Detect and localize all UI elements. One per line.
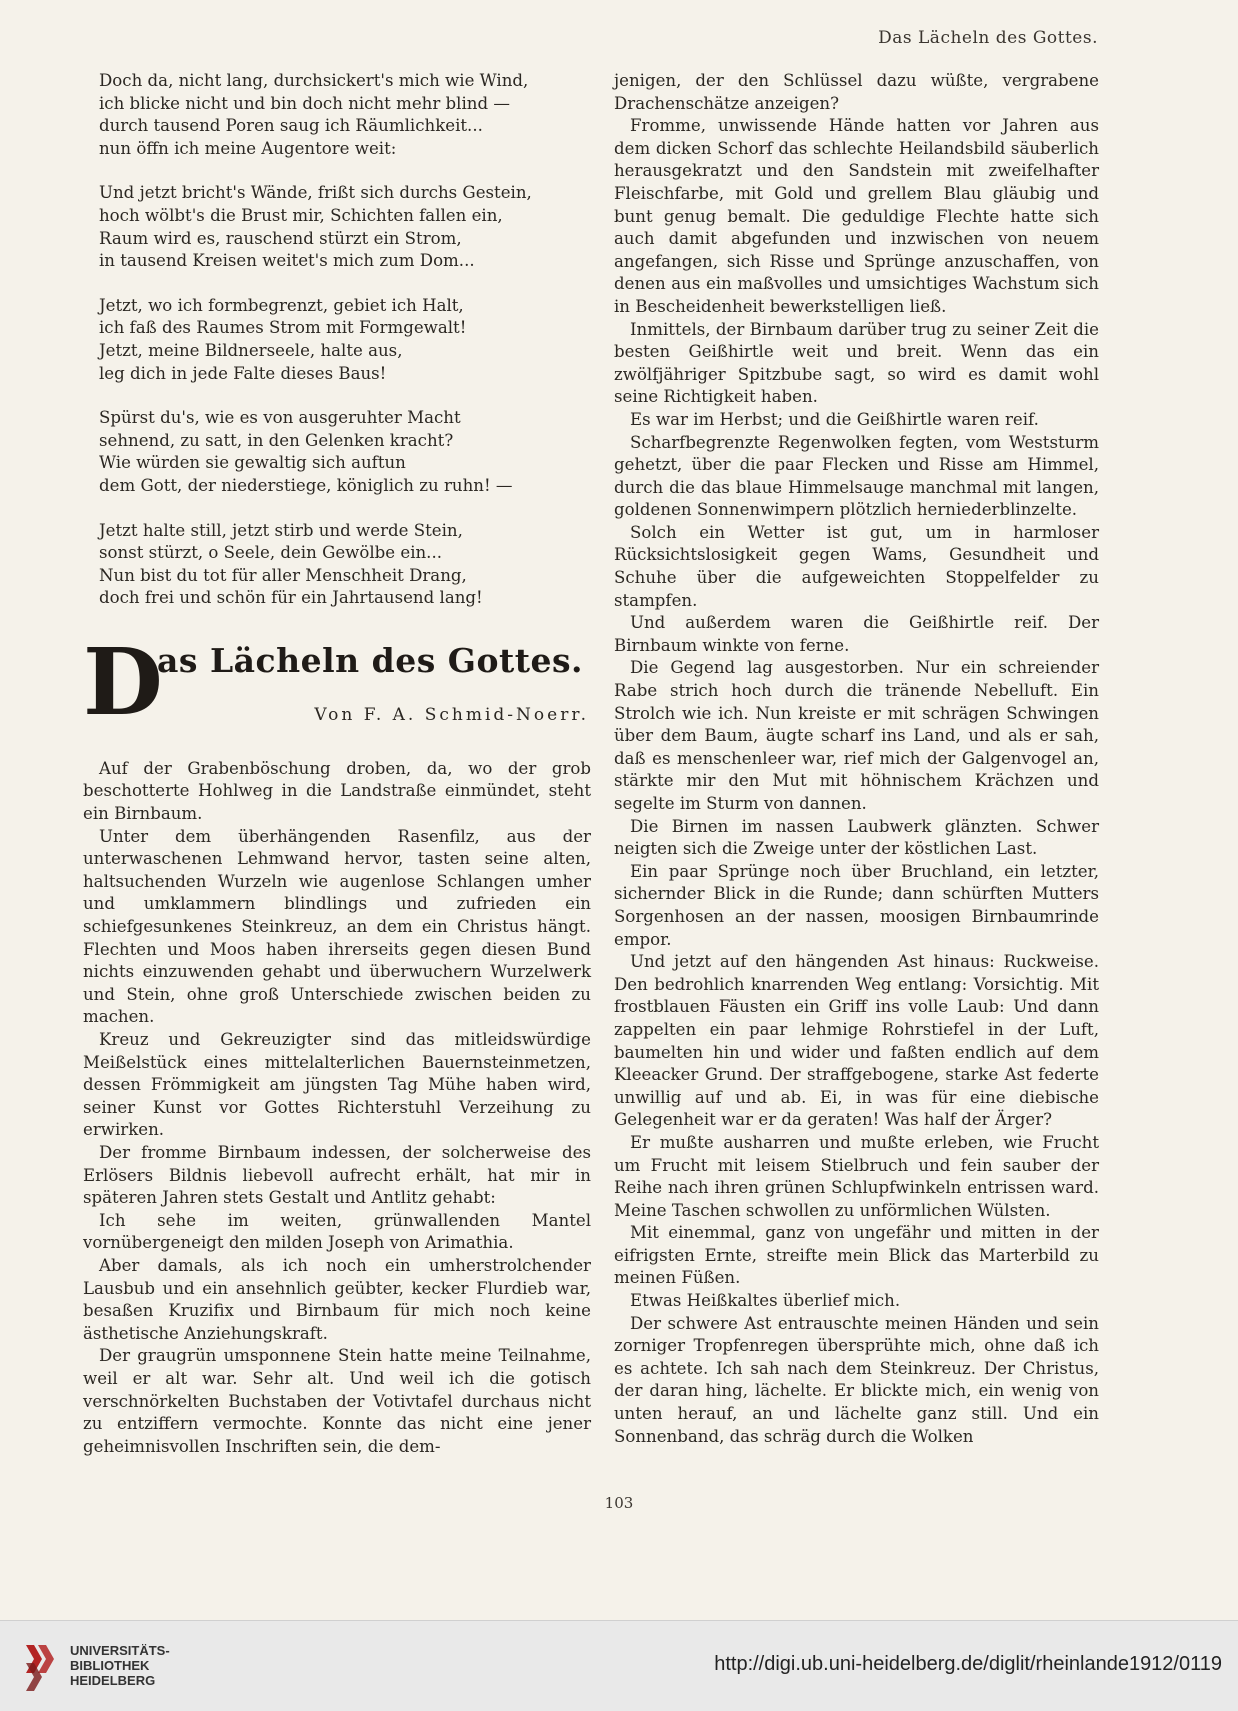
poem-line: Doch da, nicht lang, durchsickert's mich wie Wind, (99, 71, 529, 90)
paragraph: Inmittels, der Birnbaum darüber trug zu seiner Zeit die besten Geißhirtle weit und breit. Wenn das ein zwölfjähriger Spitzbube sagt, so wird es damit wohl seine Richtigkeit haben. (614, 319, 1099, 407)
poem-line: doch frei und schön für ein Jahrtausend lang! (99, 588, 483, 608)
source-url[interactable]: http://digi.ub.uni-heidelberg.de/diglit/rheinlande1912/0119 (714, 1653, 1222, 1675)
poem-stanza (99, 295, 591, 385)
poem-line: durch tausend Poren saug ich Räumlichkeit... (99, 116, 483, 136)
poem-line: sonst stürzt, o Seele, dein Gewölbe ein... (99, 543, 443, 563)
poem-line: Jetzt halte still, jetzt stirb und werde Stein, (99, 520, 463, 540)
poem-stanza (99, 182, 591, 272)
poem-line: hoch wölbt's die Brust mir, Schichten fallen ein, (99, 205, 503, 225)
paragraph: Und außerdem waren die Geißhirtle reif. Der Birnbaum winkte von ferne. (614, 613, 1099, 655)
paragraph: Er mußte ausharren und mußte erleben, wie Frucht um Frucht mit leisem Stielbruch und fein sauber der Reihe nach ihren grünen Schlupfwinkeln entrissen ward. Meine Taschen schwollen zu unförmlichen Wülsten. (614, 1132, 1099, 1220)
paragraph: Unter dem überhängenden Rasenfilz, aus der unterwaschenen Lehmwand hervor, tasten seine alten, haltsuchenden Wurzeln wie augenlose Schlangen umher und umklammern blindlings und zufrieden ein schiefgesunkenes Steinkreuz, an dem ein Christus hängt. Flechten und Moos haben ihrerseits gegen diesen Bund nichts einzuwenden gehabt und überwuchern Wurzelwerk und Stein, ohne groß Unterschiede zwischen beiden zu machen. (83, 826, 591, 1027)
library-name-line: BIBLIOTHEK (70, 1658, 150, 1673)
paragraph: Kreuz und Gekreuzigter sind das mitleidswürdige Meißelstück eines mittelalterlichen Bauernsteinmetzen, dessen Frömmigkeit am jüngsten Tag Mühe haben wird, seiner Kunst vor Gottes Richterstuhl Verzeihung zu erwirken. (83, 1030, 591, 1140)
footer-bar (0, 1620, 1238, 1711)
paragraph: Ich sehe im weiten, grünwallenden Mantel vornübergeneigt den milden Joseph von Arimathia. (83, 1210, 591, 1253)
running-head: Das Lächeln des Gottes. (878, 28, 1098, 48)
poem-line: Wie würden sie gewaltig sich auftun (99, 453, 406, 473)
paragraph: Scharfbegrenzte Regenwolken fegten, vom Weststurm gehetzt, über die paar Flecken und Risse am Himmel, durch die das blaue Himmelsauge manchmal mit langen, goldenen Sonnenwimpern plötzlich herniederblinzelte. (614, 432, 1099, 520)
byline: Von F. A. Schmid-Noerr. (314, 704, 589, 725)
dropcap: D (83, 627, 163, 736)
poem-line: leg dich in jede Falte dieses Baus! (99, 363, 387, 383)
library-logo-icon (20, 1639, 64, 1693)
poem-line: sehnend, zu satt, in den Gelenken kracht? (99, 430, 454, 450)
poem-line: Nun bist du tot für aller Menschheit Drang, (99, 565, 467, 585)
poem-line: ich faß des Raumes Strom mit Formgewalt! (99, 318, 467, 338)
poem-stanza (99, 520, 591, 610)
paragraph: Etwas Heißkaltes überlief mich. (630, 1291, 901, 1311)
library-name-line: HEIDELBERG (70, 1673, 156, 1688)
right-column (614, 70, 1099, 1448)
poem-line: Jetzt, meine Bildnerseele, halte aus, (99, 340, 403, 360)
poem-line: Raum wird es, rauschend stürzt ein Strom, (99, 228, 462, 248)
paragraph: Ein paar Sprünge noch über Bruchland, ein letzter, sichernder Blick in die Runde; dann schürften Mutters Sorgenhosen an der nassen, moosigen Birnbaumrinde empor. (614, 861, 1099, 949)
paragraph: Fromme, unwissende Hände hatten vor Jahren aus dem dicken Schorf das schlechte Heilandsbild säuberlich herausgekratzt und den Sandstein mit zweifelhafter Fleischfarbe, mit Gold und grellem Blau gläubig und bunt genug bemalt. Die geduldige Flechte hatte sich auch damit abgefunden und inzwischen von neuem angefangen, sich Risse und Sprünge anzuschaffen, von denen aus ein maßvolles und umsichtiges Wachstum sich in Bescheidenheit bewerkstelligen ließ. (614, 116, 1099, 316)
poem (83, 70, 591, 610)
page-number: 103 (604, 1494, 634, 1512)
paragraph: Die Gegend lag ausgestorben. Nur ein schreiender Rabe strich hoch durch die tränende Nebelluft. Ein Strolch wie ich. Nun kreiste er mit schrägen Schwingen über dem Baum, äugte scharf ins Land, und als er sah, daß es menschenleer war, rief mich der Galgenvogel an, stärkte mir den Mut mit höhnischem Krächzen und segelte im Sturm von dannen. (614, 658, 1099, 813)
paragraph: Der fromme Birnbaum indessen, der solcherweise des Erlösers Bildnis liebevoll aufrecht erhält, hat mir in späteren Jahren stets Gestalt und Antlitz gehabt: (83, 1142, 591, 1208)
paragraph: Es war im Herbst; und die Geißhirtle waren reif. (630, 409, 1039, 429)
poem-line: ich blicke nicht und bin doch nicht mehr blind — (99, 93, 510, 113)
paragraph: Auf der Grabenböschung droben, da, wo der grob beschotterte Hohlweg in die Landstraße einmündet, steht ein Birnbaum. (83, 758, 591, 824)
poem-stanza (99, 70, 591, 160)
article-header (83, 627, 591, 744)
paragraph: Der graugrün umsponnene Stein hatte meine Teilnahme, weil er alt war. Sehr alt. Und weil ich die gotisch verschnörkelten Buchstaben der Votivtafel durchaus nicht zu entziffern vermochte. Konnte das nicht eine jener geheimnisvollen Inschriften sein, die dem- (83, 1346, 591, 1456)
poem-line: Jetzt, wo ich formbegrenzt, gebiet ich Halt, (99, 295, 464, 315)
left-prose (83, 758, 591, 1458)
poem-line: nun öffn ich meine Augentore weit: (99, 138, 397, 158)
poem-line: Spürst du's, wie es von ausgeruhter Macht (99, 408, 461, 428)
paragraph: Der schwere Ast entrauschte meinen Händen und sein zorniger Tropfenregen übersprühte mich, ohne daß ich es achtete. Ich sah nach dem Steinkreuz. Der Christus, der daran hing, lächelte. Er blickte mich, ein wenig von unten herauf, an und lächelte ganz still. Und ein Sonnenband, das schräg durch die Wolken (614, 1313, 1099, 1446)
poem-line: in tausend Kreisen weitet's mich zum Dom... (99, 251, 475, 271)
article-title: as Lächeln des Gottes. (157, 640, 584, 680)
paragraph: Und jetzt auf den hängenden Ast hinaus: Ruckweise. Den bedrohlich knarrenden Weg entlang: Vorsichtig. Mit frostblauen Fäusten ein Griff ins volle Laub: Und dann zappelten ein paar lehmige Rohrstiefel in der Luft, baumelten hin und wider und faßten endlich auf dem Kleeacker Grund. Der straffgebogene, starke Ast federte unwillig auf und ab. Ei, in was für eine diebische Gelegenheit war er da geraten! Was half der Ärger? (614, 952, 1099, 1130)
library-name (70, 1643, 170, 1688)
library-name-line: UNIVERSITÄTS- (70, 1643, 170, 1658)
poem-line: dem Gott, der niederstiege, königlich zu ruhn! — (99, 475, 513, 495)
paragraph: Die Birnen im nassen Laubwerk glänzten. Schwer neigten sich die Zweige unter der köstlichen Last. (614, 816, 1099, 859)
left-column (83, 70, 591, 1458)
poem-line: Und jetzt bricht's Wände, frißt sich durchs Gestein, (99, 183, 532, 203)
poem-stanza (99, 407, 591, 497)
paragraph: jenigen, der den Schlüssel dazu wüßte, vergrabene Drachenschätze anzeigen? (614, 71, 1099, 113)
paragraph: Solch ein Wetter ist gut, um in harmloser Rücksichtslosigkeit gegen Wams, Gesundheit und Schuhe über die aufgeweichten Stoppelfelder zu stampfen. (614, 522, 1099, 610)
paragraph: Mit einemmal, ganz von ungefähr und mitten in der eifrigsten Ernte, streifte mein Blick das Marterbild zu meinen Füßen. (614, 1223, 1099, 1288)
paragraph: Aber damals, als ich noch ein umherstrolchender Lausbub und ein ansehnlich geübter, kecker Flurdieb war, besaßen Kruzifix und Birnbaum für mich noch keine ästhetische Anziehungskraft. (83, 1255, 591, 1343)
